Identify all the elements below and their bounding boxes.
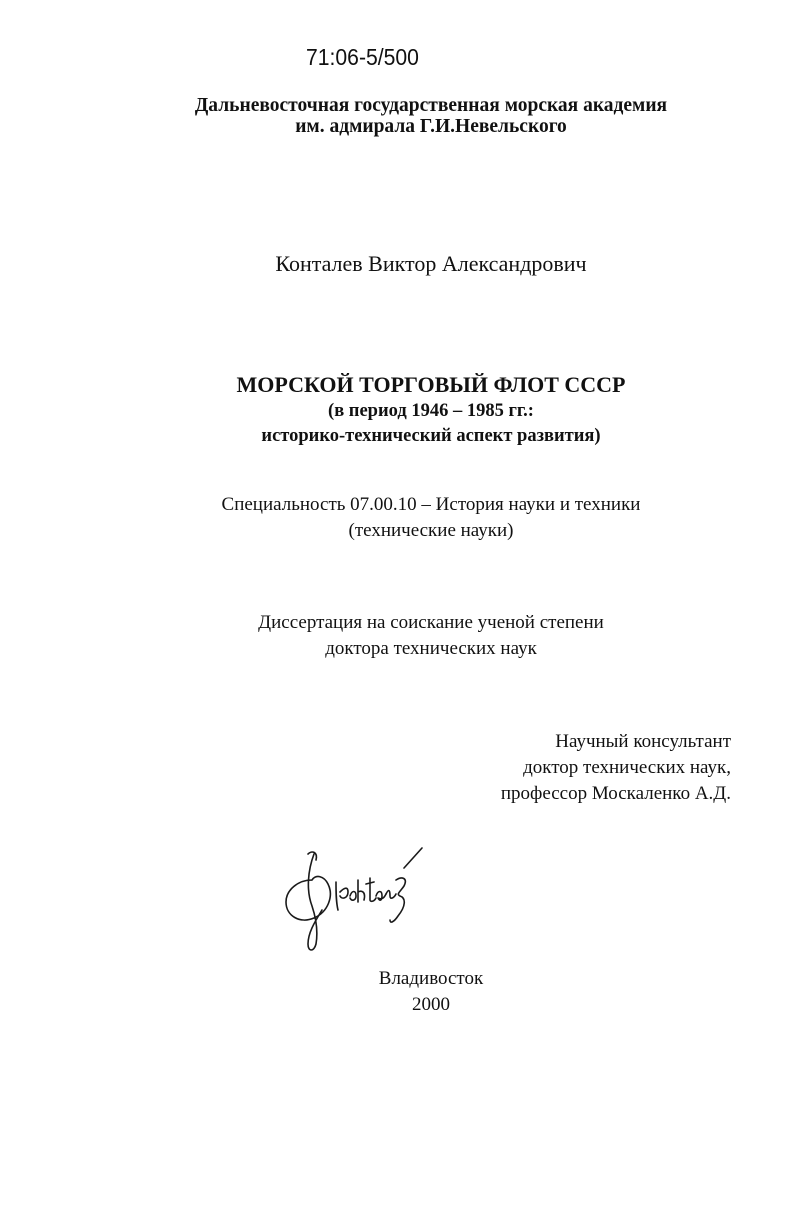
scientific-consultant [501,729,731,807]
degree-line-1: Диссертация на соискание ученой степени [258,612,604,633]
author-name: Конталев Виктор Александрович [275,251,587,276]
consultant-line-2: доктор технических наук, [523,757,731,778]
specialty-line-1: Специальность 07.00.10 – История науки и техники [221,494,641,515]
institution-name [0,95,795,137]
title-sub-line-2: историко-технический аспект развития) [261,426,601,446]
institution-line-2: им. адмирала Г.И.Невельского [295,116,567,137]
specialty [0,492,795,544]
consultant-line-1: Научный консультант [555,731,731,752]
catalog-number: 71:06-5/500 [306,44,419,70]
year: 2000 [412,994,450,1015]
author-signature [278,840,428,960]
specialty-line-2: (технические науки) [348,520,514,541]
title-sub-line-1: (в период 1946 – 1985 гг.: [328,401,534,421]
dissertation-title [0,371,795,449]
place-and-year [0,966,795,1018]
degree-line-2: доктора технических наук [325,638,537,659]
degree-statement [0,610,795,662]
city: Владивосток [378,968,484,989]
institution-line-1: Дальневосточная государственная морская академия [194,95,668,116]
consultant-line-3: профессор Москаленко А.Д. [500,783,731,804]
title-main: МОРСКОЙ ТОРГОВЫЙ ФЛОТ СССР [236,372,626,397]
